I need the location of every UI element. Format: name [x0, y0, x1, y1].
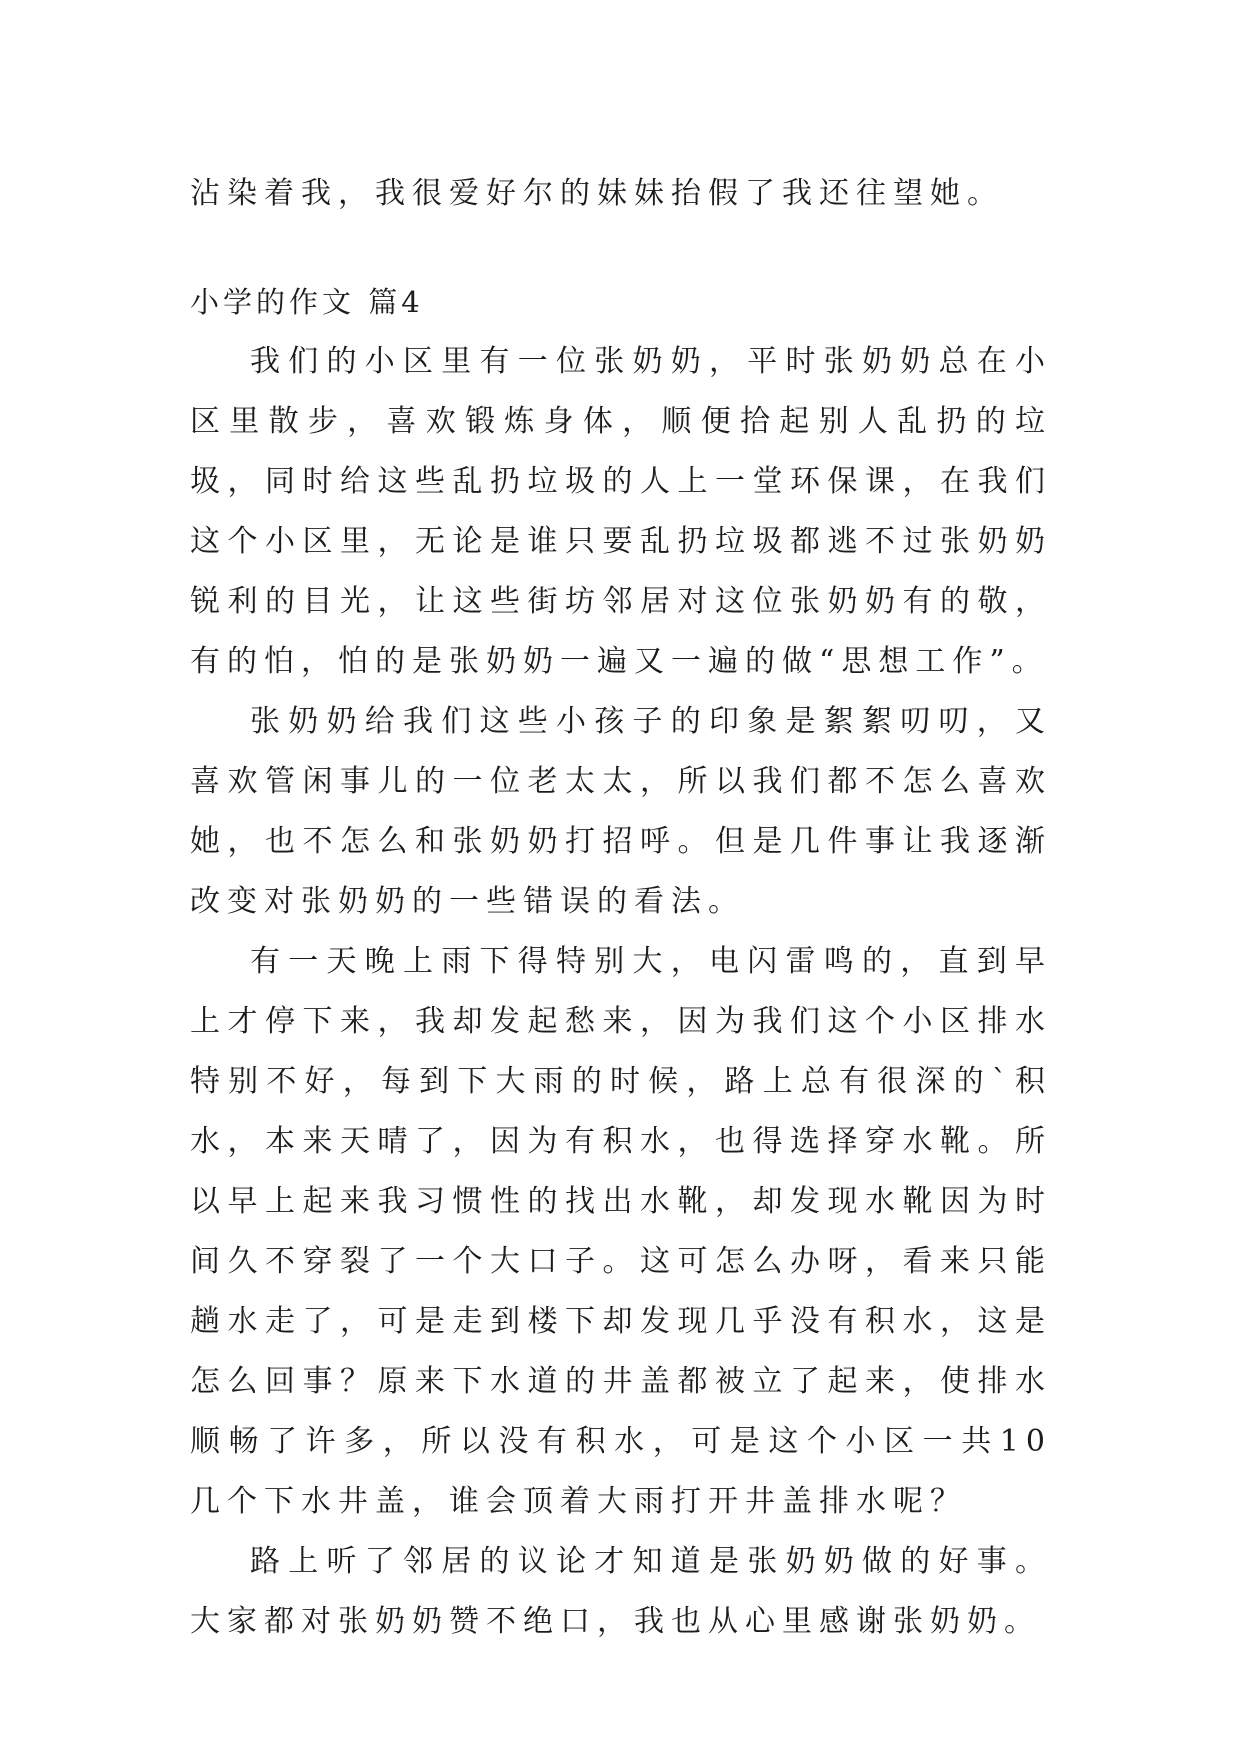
paragraph-1: 我们的小区里有一位张奶奶，平时张奶奶总在小区里散步，喜欢锻炼身体，顺便拾起别人乱扔的垃圾，同时给这些乱扔垃圾的人上一堂环保课，在我们这个小区里，无论是谁只要乱扔垃圾都逃不过张奶奶锐利的目光，让这些街坊邻居对这位张奶奶有的敬，有的怕，怕的是张奶奶一遍又一遍的做“思想工作”。 [190, 344, 1052, 679]
paragraph-3: 有一天晚上雨下得特别大，电闪雷鸣的，直到早上才停下来，我却发起愁来，因为我们这个小区排水特别不好，每到下大雨的时候，路上总有很深的`积水，本来天晴了，因为有积水，也得选择穿水靴。所以早上起来我习惯性的找出水靴，却发现水靴因为时间久不穿裂了一个大口子。这可怎么办呀，看来只能趟水走了，可是走到楼下却发现几乎没有积水，这是怎么回事？原来下水道的井盖都被立了起来，使排水顺畅了许多，所以没有积水，可是这个小区一共10几个下水井盖，谁会顶着大雨打开井盖排水呢？ [190, 944, 1052, 1519]
paragraph-4: 路上听了邻居的议论才知道是张奶奶做的好事。大家都对张奶奶赞不绝口，我也从心里感谢张奶奶。 [190, 1544, 1052, 1639]
section-title [190, 280, 1052, 324]
carryover-paragraph [190, 164, 1052, 224]
carryover-text: 沾染着我，我很爱好尔的妹妹抬假了我还往望她。 [190, 176, 1004, 211]
article-body [190, 332, 1052, 1652]
paragraph-2: 张奶奶给我们这些小孩子的印象是絮絮叨叨，又喜欢管闲事儿的一位老太太，所以我们都不怎么喜欢她，也不怎么和张奶奶打招呼。但是几件事让我逐渐改变对张奶奶的一些错误的看法。 [190, 704, 1052, 919]
section-title-text: 小学的作文 篇4 [190, 285, 424, 319]
